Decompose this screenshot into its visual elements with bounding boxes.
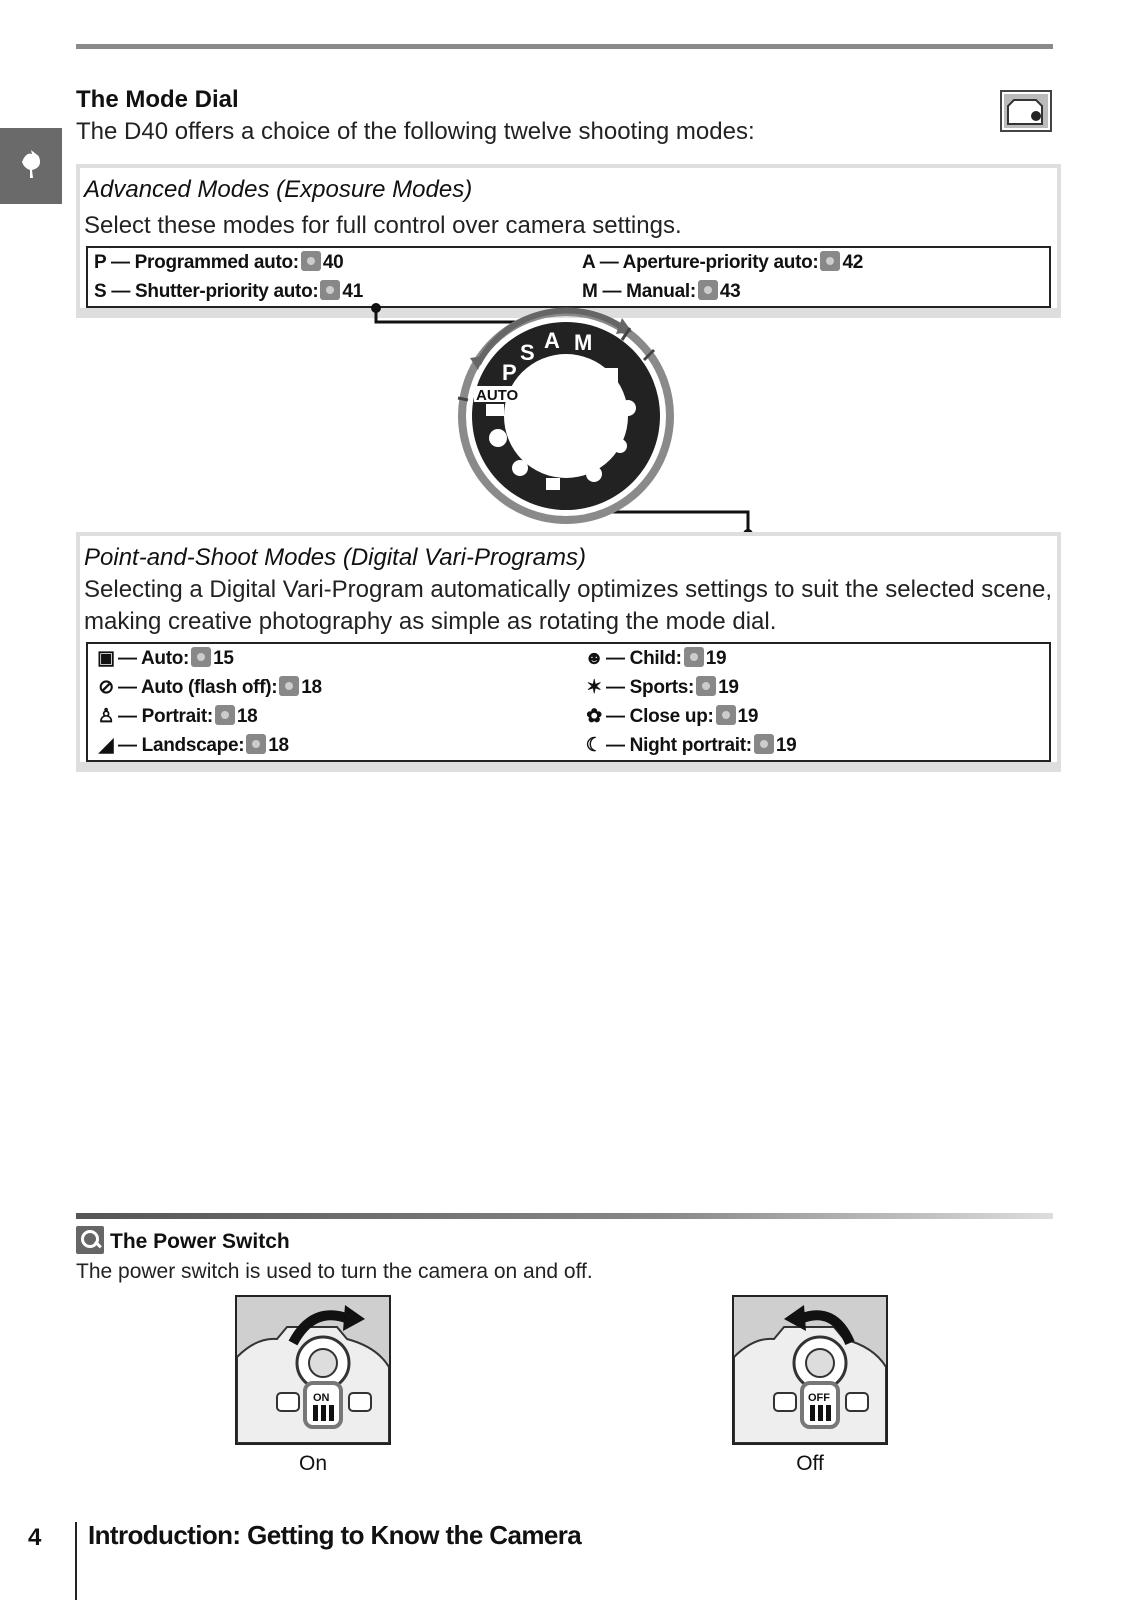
power-switch-desc: The power switch is used to turn the camera on and off. [76, 1260, 593, 1283]
on-caption: On [298, 1452, 327, 1475]
advanced-modes-desc: Select these modes for full control over camera settings. [84, 212, 682, 239]
page-ref-icon [215, 705, 235, 725]
off-switch-label: OFF [808, 1392, 830, 1404]
mode-dial-illustration [350, 298, 770, 546]
power-switch-title: The Power Switch [76, 1226, 290, 1254]
dial-sports-icon [613, 439, 627, 453]
portrait-icon: ♙ [97, 706, 115, 727]
flash-off-icon: ⊘ [98, 677, 114, 698]
scene-modes-heading: Point-and-Shoot Modes (Digital Vari-Programs) [84, 544, 586, 571]
page-ref-icon [191, 647, 211, 667]
mode-portrait: ♙ — Portrait: 18 [88, 702, 576, 731]
sports-icon: ✶ [586, 677, 602, 698]
child-icon: ☻ [584, 648, 604, 669]
page-ref-icon [279, 676, 299, 696]
scene-modes-table [86, 642, 1051, 762]
footer-divider [75, 1522, 77, 1600]
magnifier-icon [76, 1226, 104, 1254]
page-ref-icon [716, 705, 736, 725]
page-ref-icon [696, 676, 716, 696]
mode-close-up: ✿ — Close up: 19 [576, 702, 1049, 731]
shooting-mode-icon [1000, 90, 1052, 132]
page-ref-icon [684, 647, 704, 667]
scene-modes-panel [76, 532, 1061, 772]
mode-landscape: ◢ — Landscape: 18 [88, 731, 576, 760]
mode-flash-off: ⊘ — Auto (flash off): 18 [88, 673, 576, 702]
mode-m: M — Manual: 43 [582, 281, 741, 302]
page-ref-icon [754, 734, 774, 754]
page-ref-icon [301, 251, 321, 271]
dial-letter-m: M [574, 330, 593, 355]
mode-p: P — Programmed auto: 40 [94, 252, 344, 273]
off-caption: Off [796, 1452, 824, 1475]
chapter-tab [0, 128, 62, 204]
mode-a: A — Aperture-priority auto: 42 [582, 252, 863, 273]
advanced-modes-panel [76, 164, 1061, 318]
mode-child: ☻ — Child: 19 [576, 644, 1049, 673]
page-ref-icon [820, 251, 840, 271]
chapter-rooster-icon [18, 148, 44, 182]
power-section-rule [76, 1213, 1053, 1219]
page-number: 4 [28, 1524, 42, 1551]
dial-portrait-icon [512, 460, 528, 476]
landscape-icon: ◢ [98, 735, 114, 756]
page-ref-icon [320, 280, 340, 300]
dial-landscape-icon [546, 478, 560, 490]
mode-sports: ✶ — Sports: 19 [576, 673, 1049, 702]
dial-letter-a: A [544, 328, 560, 353]
page-ref-icon [246, 734, 266, 754]
dial-letter-s: S [520, 340, 535, 365]
mode-auto: ▣ — Auto: 15 [88, 644, 576, 673]
mode-s: S — Shutter-priority auto: 41 [94, 281, 363, 302]
dial-child-icon [586, 466, 602, 482]
advanced-modes-heading: Advanced Modes (Exposure Modes) [84, 176, 473, 203]
page-ref-icon [698, 280, 718, 300]
mode-night-portrait: ☾ — Night portrait: 19 [576, 731, 1049, 760]
night-portrait-icon: ☾ [585, 735, 603, 756]
top-rule [76, 44, 1053, 49]
chapter-title: Introduction: Getting to Know the Camera [88, 1520, 582, 1550]
dial-flash-off-icon [489, 429, 507, 447]
close-up-icon: ✿ [586, 706, 602, 727]
dial-close-up-icon [620, 400, 636, 416]
dial-night-portrait-icon [604, 368, 618, 382]
dial-letter-p: P [502, 360, 517, 385]
on-switch-label: ON [313, 1392, 330, 1404]
scene-modes-desc: Selecting a Digital Vari-Program automatically optimizes settings to suit the selected scene, making creative photography as simple as rotating the mode dial. [84, 576, 1053, 635]
dial-auto-label: AUTO [476, 387, 519, 404]
power-on-illustration [235, 1295, 391, 1445]
intro-text: The D40 offers a choice of the following twelve shooting modes: [76, 118, 755, 145]
auto-icon: ▣ [97, 648, 115, 669]
power-off-illustration [732, 1295, 888, 1445]
page-title: The Mode Dial [76, 86, 239, 113]
